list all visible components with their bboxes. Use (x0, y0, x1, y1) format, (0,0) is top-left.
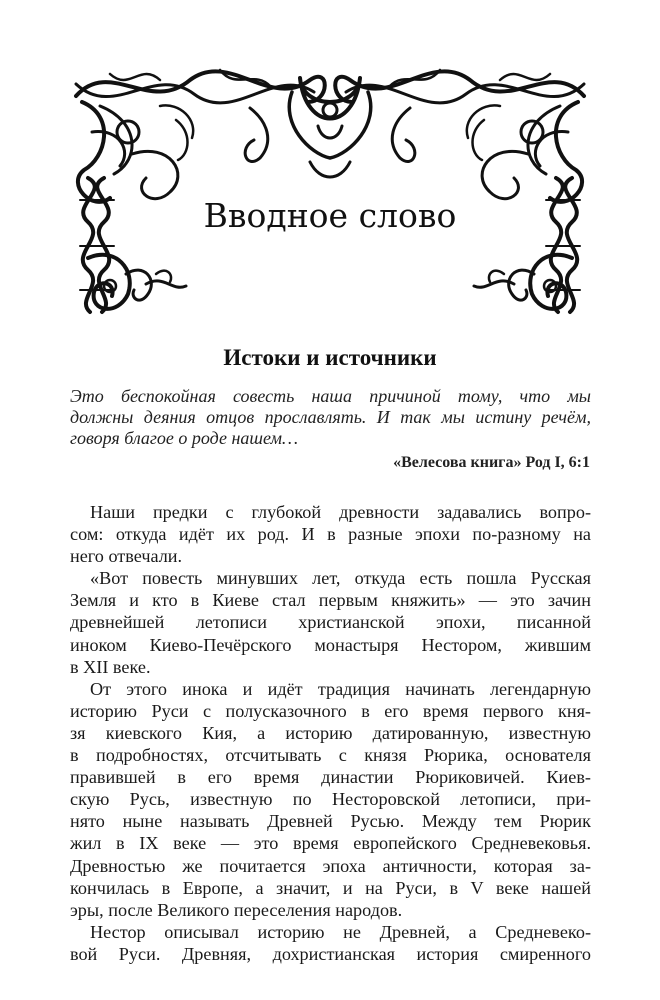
body-line: «Вот повесть минувших лет, откуда есть пошла Русская (90, 568, 591, 589)
epigraph (70, 386, 591, 449)
body-line: иноком Киево-Печёрского монастыря Нестором, жившим (70, 634, 591, 655)
body-line: кончилась в Европе, а значит, и на Руси, в V веке нашей (70, 877, 591, 898)
body-line: него отвечали. (70, 546, 183, 567)
body-line: вой Руси. Древняя, дохристианская история смиренного (70, 943, 591, 964)
chapter-title: Вводное слово (203, 196, 457, 235)
body-text (70, 501, 591, 965)
ornament-top-band (76, 70, 584, 177)
body-line: древнейшей летописи христианской эпохи, писанной (70, 612, 591, 633)
body-line: историю Руси с полусказочного в его время первого кня- (70, 700, 591, 721)
body-line: Древностью же почитается эпоха античности, которая за- (70, 855, 591, 876)
knotwork-ornament-frame (70, 62, 590, 318)
epigraph-line: говоря благое о роде нашем… (70, 428, 299, 448)
ornament-left-bottom (88, 255, 186, 309)
epigraph-line: должны деяния отцов прославлять. И так мы истину речём, (70, 407, 591, 427)
body-line: скую Русь, известную по Несторовской летописи, при- (70, 789, 591, 810)
body-line: жил в IX веке — это время европейского Средневековья. (70, 833, 591, 854)
body-line: сом: откуда идёт их род. И в разные эпохи по-разному на (70, 524, 591, 545)
body-line: Земля и кто в Киеве стал первым княжить» — это зачин (70, 590, 591, 611)
body-line: Наши предки с глубокой древности задавались вопро- (90, 502, 591, 522)
epigraph-source: «Велесова книга» Род I, 6:1 (393, 454, 590, 471)
body-line: правившей в его время династии Рюриковичей. Киев- (70, 767, 591, 788)
section-title: Истоки и источники (223, 345, 437, 370)
body-line: От этого инока и идёт традиция начинать легендарную (90, 678, 591, 699)
epigraph-line: Это беспокойная совесть наша причиной тому, что мы (70, 386, 591, 406)
body-line: в подробностях, отсчитывать с князя Рюрика, основателя (70, 745, 591, 766)
body-line: эры, после Великого переселения народов. (70, 899, 403, 920)
body-line: в XII веке. (70, 656, 151, 677)
body-line: нято ныне называть Древней Русью. Между тем Рюрик (70, 811, 591, 832)
ornament-right-bottom (474, 255, 572, 309)
body-line: Нестор описывал историю не Древней, а Средневеко- (90, 921, 591, 942)
body-line: зя киевского Кия, а историю датированную, известную (70, 722, 591, 743)
